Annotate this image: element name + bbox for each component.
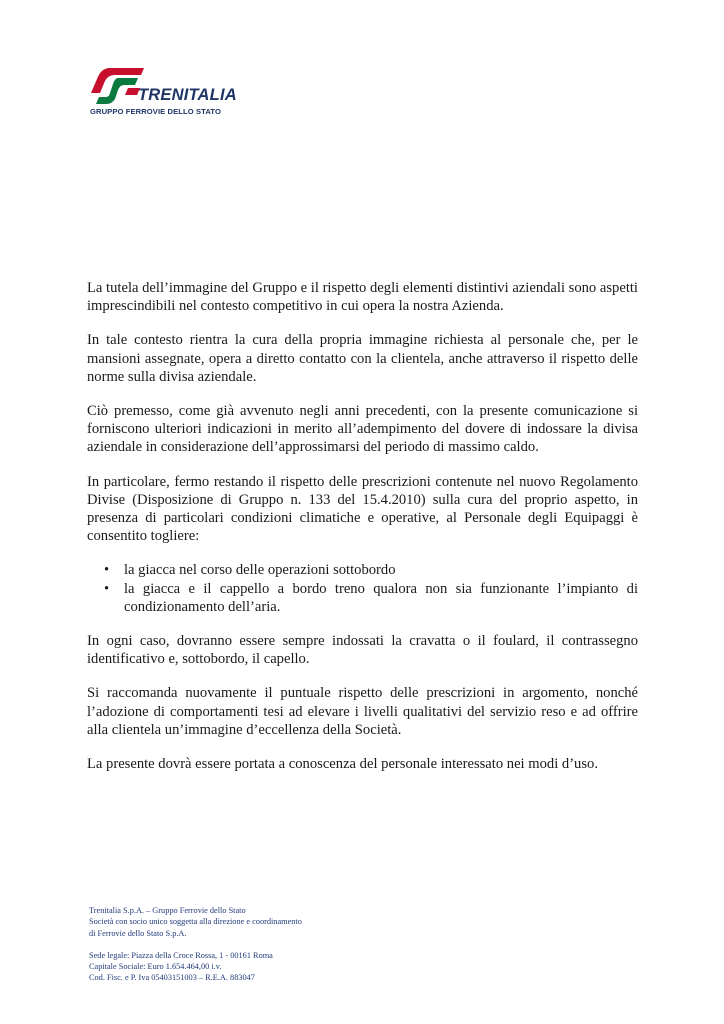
list-item-text: la giacca e il cappello a bordo treno qualora non sia funzionante l’impianto di condizionamento dell’aria. xyxy=(124,580,638,615)
footer-socio-line: di Ferrovie dello Stato S.p.A. xyxy=(89,928,187,938)
footer-socio-line: Società con socio unico soggetta alla direzione e coordinamento xyxy=(89,917,302,927)
bullet-icon: • xyxy=(104,562,110,579)
paragraph: In particolare, fermo restando il rispetto delle prescrizioni contenute nel nuovo Regolamento Divise (Disposizione di Gruppo n. 133 del 15.4.2010) sulla cura del proprio aspetto, in presenza di particolari condizioni climatiche e operative, al Personale degli Equipaggi è consentito togliere: xyxy=(87,473,638,545)
footer-capitale: Capitale Sociale: Euro 1.654.464,00 i.v. xyxy=(89,962,222,972)
list-item-text: la giacca nel corso delle operazioni sottobordo xyxy=(124,562,396,579)
paragraph: La tutela dell’immagine del Gruppo e il rispetto degli elementi distintivi aziendali sono aspetti imprescindibili nel contesto competitivo in cui opera la nostra Azienda. xyxy=(87,280,638,315)
logo-subtitle: GRUPPO FERROVIE DELLO STATO xyxy=(90,107,221,116)
list-item xyxy=(104,561,638,579)
bullet-icon: • xyxy=(104,580,110,597)
footer-sede: Sede legale: Piazza della Croce Rossa, 1 - 00161 Roma xyxy=(89,950,273,960)
paragraph: Ciò premesso, come già avvenuto negli anni precedenti, con la presente comunicazione si forniscono ulteriori indicazioni in merito all’adempimento del dovere di indossare la divisa aziendale in considerazione dell’approssimarsi del periodo di massimo caldo. xyxy=(87,403,638,456)
paragraph: In tale contesto rientra la cura della propria immagine richiesta al personale che, per le mansioni assegnate, opera a diretto contatto con la clientela, anche attraverso il rispetto delle norme sulla divisa aziendale. xyxy=(87,332,638,385)
paragraph: In ogni caso, dovranno essere sempre indossati la cravatta o il foulard, il contrassegno identificativo e, sottobordo, il capello. xyxy=(87,633,638,668)
logo-brand-text: TRENITALIA xyxy=(138,86,237,104)
list-item xyxy=(104,580,638,616)
paragraph: La presente dovrà essere portata a conoscenza del personale interessato nei modi d’uso. xyxy=(87,756,598,773)
trenitalia-logo xyxy=(88,66,253,118)
footer-codici: Cod. Fisc. e P. Iva 05403151003 – R.E.A. 883047 xyxy=(89,973,255,983)
letter-body xyxy=(87,279,638,789)
bullet-list xyxy=(87,561,638,616)
company-footer xyxy=(89,905,389,984)
paragraph: Si raccomanda nuovamente il puntuale rispetto delle prescrizioni in argomento, nonché l’adozione di comportamenti tesi ad elevare i livelli qualitativi del servizio reso e ad offrire alla clientela un’immagine d’eccellenza della Società. xyxy=(87,685,638,738)
footer-company: Trenitalia S.p.A. – Gruppo Ferrovie dello Stato xyxy=(89,906,246,915)
